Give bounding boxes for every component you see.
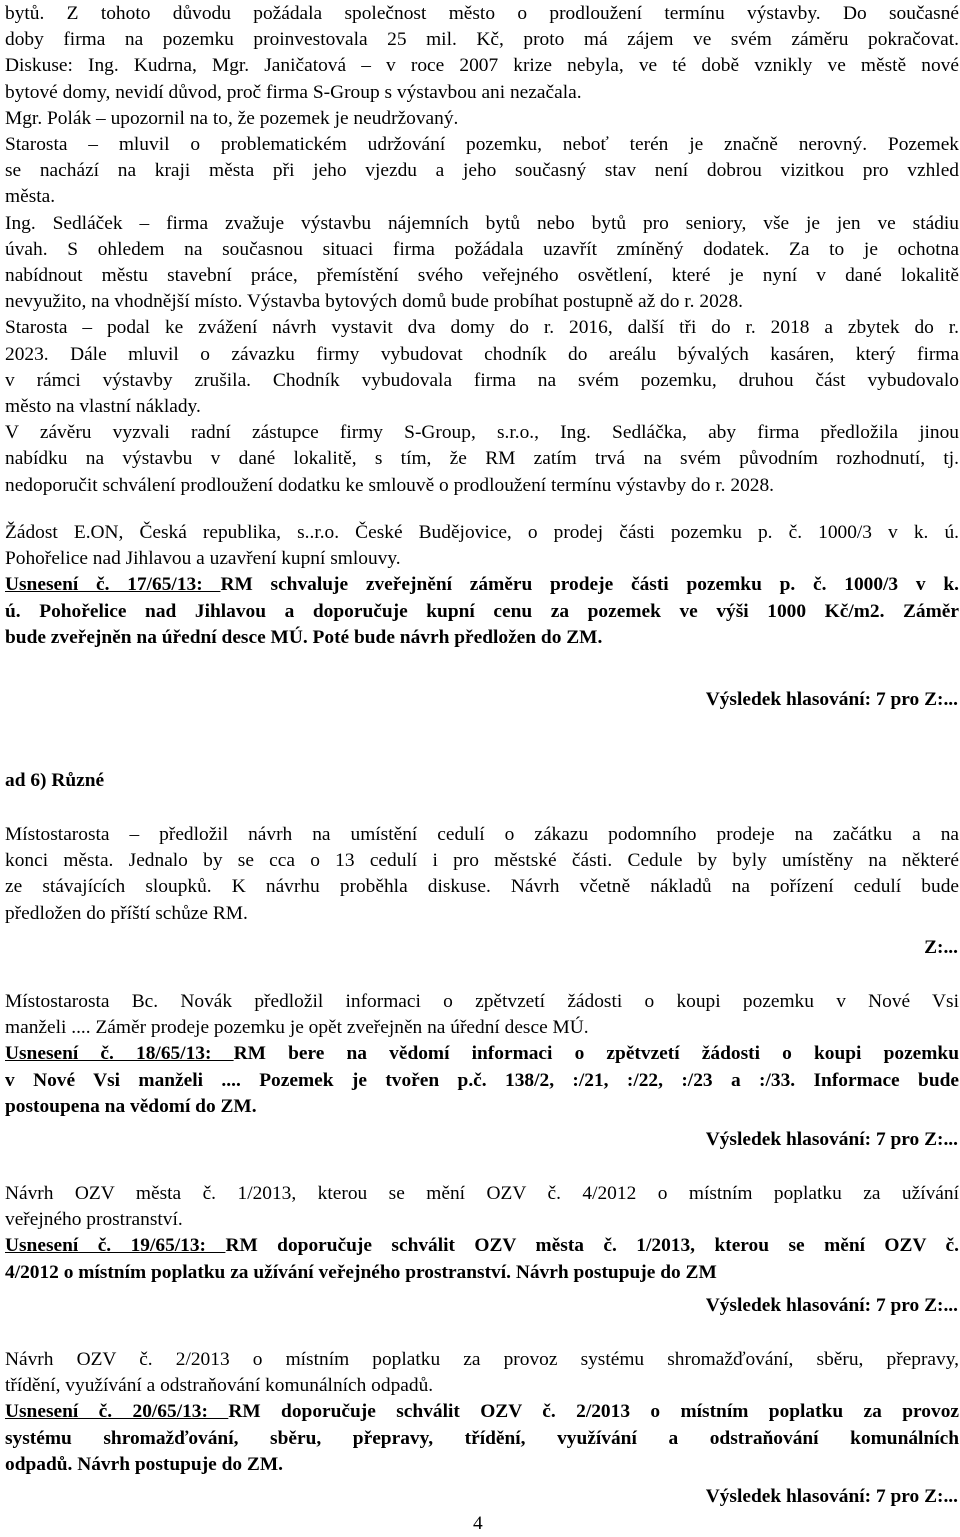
- text-line: města.: [5, 186, 56, 208]
- text-line: se nachází na kraji města při jeho vjezdu a jeho současný stav není dobrou vizitkou pro vzhled: [5, 160, 959, 182]
- signs-paragraph: [5, 822, 959, 927]
- ozv-1-2013-paragraph: [5, 1181, 959, 1286]
- text-line: nabídku na výstavbu v dané lokalitě, s tím, že RM zatím trvá na svém původním rozhodnutí, tj.: [5, 448, 959, 470]
- withdrawal-paragraph: [5, 989, 959, 1120]
- text-line: Mgr. Polák – upozornil na to, že pozemek je neudržovaný.: [5, 107, 459, 129]
- text-line: město na vlastní náklady.: [5, 396, 201, 418]
- text-line: Starosta – podal ke zvážení návrh vystavit dva domy do r. 2016, další tři do r. 2018 a zbytek do r.: [5, 317, 959, 339]
- text-line: Diskuse: Ing. Kudrna, Mgr. Janičatová – v roce 2007 krize nebyla, ve té době vznikly ve městě nové: [5, 55, 959, 77]
- resolution-line: systému shromažďování, sběru, přepravy, třídění, využívání a odstraňování komunálních: [5, 1427, 959, 1449]
- resolution-line: bude zveřejněn na úřední desce MÚ. Poté bude návrh předložen do ZM.: [5, 626, 603, 648]
- resolution-text: RM schvaluje zveřejnění záměru prodeje části pozemku p. č. 1000/3 v k.: [220, 574, 959, 596]
- vote-result: Výsledek hlasování: 7 pro Z:...: [705, 1295, 958, 1316]
- text-line: konci města. Jednalo by se cca o 13 cedulí i pro městské části. Cedule by byly umístěny na některé: [5, 850, 959, 872]
- text-line: Místostarosta – předložil návrh na umístění cedulí o zákazu podomního prodeje na začátku a na: [5, 824, 959, 845]
- page-number: 4: [473, 1513, 483, 1534]
- resolution-line: 4/2012 o místním poplatku za užívání veřejného prostranství. Návrh postupuje do ZM: [5, 1261, 717, 1283]
- ozv-2-2013-paragraph: [5, 1347, 959, 1478]
- text-line: v rámci výstavby zrušila. Chodník vybudovala firma na svém pozemku, druhou část vybudovalo: [5, 369, 959, 391]
- text-line: Pohořelice nad Jihlavou a uzavření kupní smlouvy.: [5, 548, 401, 570]
- resolution-line: postoupena na vědomí do ZM.: [5, 1095, 257, 1117]
- text-line: veřejného prostranství.: [5, 1209, 183, 1231]
- resolution-line: [5, 1233, 959, 1259]
- resolution-text: RM doporučuje schválit OZV města č. 1/2013, kterou se mění OZV č.: [225, 1235, 959, 1257]
- text-line: Návrh OZV města č. 1/2013, kterou se mění OZV č. 4/2012 o místním poplatku za užívání: [5, 1183, 959, 1204]
- resolution-label: Usnesení č. 20/65/13:: [5, 1401, 229, 1423]
- resolution-line: odpadů. Návrh postupuje do ZM.: [5, 1453, 284, 1475]
- resolution-line: [5, 1399, 959, 1425]
- resolution-label: Usnesení č. 17/65/13:: [5, 574, 221, 596]
- resolution-text: RM doporučuje schválit OZV č. 2/2013 o místním poplatku za provoz: [228, 1401, 959, 1423]
- resolution-label: Usnesení č. 18/65/13:: [5, 1043, 234, 1065]
- vote-result: Výsledek hlasování: 7 pro Z:...: [705, 1129, 958, 1150]
- text-line: doby firma na pozemku proinvestovala 25 mil. Kč, proto má zájem ve svém záměru pokračovat.: [5, 29, 959, 51]
- text-line: bytů. Z tohoto důvodu požádala společnost město o prodloužení termínu výstavby. Do současné: [5, 3, 959, 24]
- resolution-label: Usnesení č. 19/65/13:: [5, 1235, 226, 1257]
- text-line: Ing. Sedláček – firma zvažuje výstavbu nájemních bytů nebo bytů pro seniory, vše je jen ve stádiu: [5, 212, 959, 234]
- text-line: Starosta – mluvil o problematickém udržování pozemku, neboť terén je značně nerovný. Pozemek: [5, 134, 959, 156]
- text-line: V závěru vyzvali radní zástupce firmy S-Group, s.r.o., Ing. Sedláčka, aby firma předložila jinou: [5, 422, 959, 444]
- text-line: Žádost E.ON, Česká republika, s..r.o. České Budějovice, o prodej části pozemku p. č. 1000/3 v k. ú.: [5, 522, 959, 543]
- section-heading: ad 6) Různé: [5, 770, 105, 791]
- resolution-line: [5, 1041, 959, 1067]
- text-line: ze stávajících sloupků. K návrhu proběhla diskuse. Návrh včetně nákladů na pořízení cedulí bude: [5, 876, 959, 898]
- resolution-line: v Nové Vsi manželi .... Pozemek je tvořen p.č. 138/2, :/21, :/22, :/23 a :/33. Informace bude: [5, 1069, 959, 1091]
- resolution-line: ú. Pohořelice nad Jihlavou a doporučuje kupní cenu za pozemek ve výši 1000 Kč/m2. Záměr: [5, 600, 959, 622]
- text-line: nevyužito, na vhodnější místo. Výstavba bytových domů bude probíhat postupně až do r. 2028.: [5, 291, 743, 313]
- text-line: Místostarosta Bc. Novák předložil informaci o zpětvzetí žádosti o koupi pozemku v Nové Vsi: [5, 991, 959, 1012]
- resolution-line: [5, 572, 959, 598]
- vote-result: Výsledek hlasování: 7 pro Z:...: [705, 1486, 958, 1507]
- text-line: Návrh OZV č. 2/2013 o místním poplatku za provoz systému shromažďování, sběru, přepravy,: [5, 1349, 959, 1370]
- resolution-text: RM bere na vědomí informaci o zpětvzetí žádosti o koupi pozemku: [233, 1043, 959, 1065]
- text-line: nedoporučit schválení prodloužení dodatku ke smlouvě o prodloužení termínu výstavby do r. 2028.: [5, 474, 775, 496]
- text-line: bytové domy, nevidí důvod, proč firma S-Group s výstavbou ani nezačala.: [5, 81, 582, 103]
- text-line: předložen do příští schůze RM.: [5, 902, 248, 924]
- z-mark: Z:...: [924, 937, 958, 958]
- sgroup-discussion-paragraph: [5, 1, 959, 499]
- text-line: úvah. S ohledem na současnou situaci firma požádala uzavřít zmíněný dodatek. Za to je ochotna: [5, 238, 959, 260]
- text-line: třídění, využívání a odstraňování komunálních odpadů.: [5, 1375, 434, 1397]
- eon-request-paragraph: [5, 520, 959, 651]
- text-line: manželi .... Záměr prodeje pozemku je opět zveřejněn na úřední desce MÚ.: [5, 1017, 589, 1039]
- text-line: nabídnout městu stavební práce, přemístění svého veřejného osvětlení, které je nyní v dané lokalitě: [5, 265, 959, 287]
- text-line: 2023. Dále mluvil o závazku firmy vybudovat chodník do areálu bývalých kasáren, který firma: [5, 343, 959, 365]
- vote-result: Výsledek hlasování: 7 pro Z:...: [705, 689, 958, 710]
